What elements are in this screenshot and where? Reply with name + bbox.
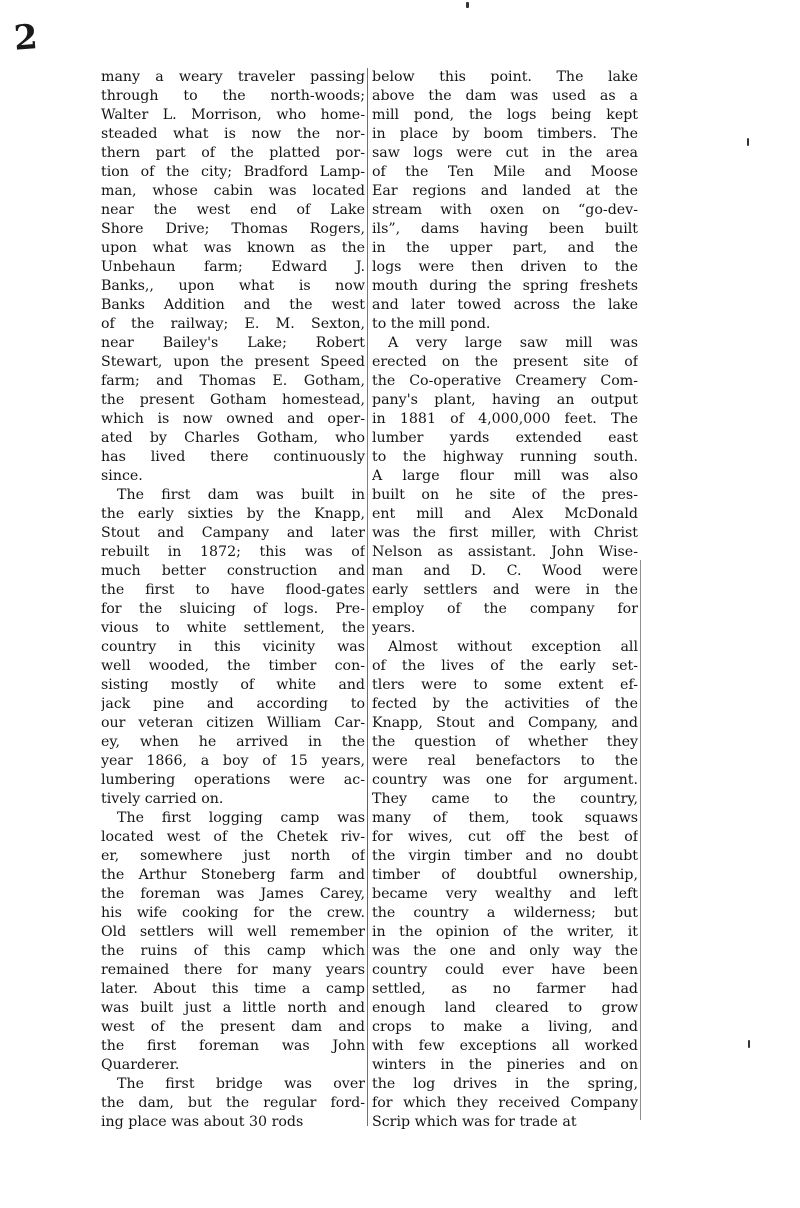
text-line: Unbehaun farm; Edward J.: [101, 259, 365, 275]
text-line: year 1866, a boy of 15 years,: [101, 753, 365, 769]
scan-speck: [466, 2, 469, 8]
text-line: the ruins of this camp which: [101, 943, 365, 959]
text-line: the Arthur Stoneberg farm and: [101, 867, 365, 883]
text-line: stream with oxen on “go-dev-: [372, 202, 638, 218]
text-line: tively carried on.: [101, 791, 224, 807]
text-line: fected by the activities of the: [372, 696, 638, 712]
text-line: and later towed across the lake: [372, 297, 638, 313]
text-line: sisting mostly of white and: [101, 677, 365, 693]
text-line: near the west end of Lake: [101, 202, 365, 218]
text-line: were real benefactors to the: [372, 753, 638, 769]
text-line: er, somewhere just north of: [101, 848, 365, 864]
text-line: ey, when he arrived in the: [101, 734, 365, 750]
text-line: tlers were to some extent ef-: [372, 677, 638, 693]
text-line: in the opinion of the writer, it: [372, 924, 638, 940]
text-line: The first bridge was over: [117, 1076, 365, 1092]
text-line: through to the north-woods;: [101, 88, 365, 104]
text-line: Stout and Campany and later: [101, 525, 365, 541]
text-line: in the upper part, and the: [372, 240, 638, 256]
text-line: jack pine and according to: [101, 696, 365, 712]
text-line: man, whose cabin was located: [101, 183, 365, 199]
text-line: for which they received Company: [372, 1095, 638, 1111]
text-line: Banks Addition and the west: [101, 297, 365, 313]
text-line: logs were then driven to the: [372, 259, 638, 275]
text-line: rebuilt in 1872; this was of: [101, 544, 365, 560]
text-line: with few exceptions all worked: [372, 1038, 638, 1054]
column-divider: [367, 68, 368, 1126]
text-column-left: [101, 68, 365, 1132]
text-line: the virgin timber and no doubt: [372, 848, 638, 864]
text-line: Stewart, upon the present Speed: [101, 354, 365, 370]
text-line: mill pond, the logs being kept: [372, 107, 638, 123]
text-line: Quarderer.: [101, 1057, 180, 1073]
text-line: Almost without exception all: [388, 639, 638, 655]
text-line: the first foreman was John: [101, 1038, 365, 1054]
text-line: of the Ten Mile and Moose: [372, 164, 638, 180]
text-line: built on he site of the pres-: [372, 487, 638, 503]
text-line: of the railway; E. M. Sexton,: [101, 316, 365, 332]
text-line: country was one for argument.: [372, 772, 638, 788]
text-line: above the dam was used as a: [372, 88, 638, 104]
text-line: vious to white settlement, the: [101, 620, 365, 636]
text-line: tion of the city; Bradford Lamp-: [101, 164, 365, 180]
text-line: Shore Drive; Thomas Rogers,: [101, 221, 365, 237]
text-line: has lived there continuously: [101, 449, 365, 465]
text-line: pany's plant, having an output: [372, 392, 638, 408]
text-line: was the first miller, with Christ: [372, 525, 638, 541]
text-line: A very large saw mill was: [388, 335, 638, 351]
text-line: the early sixties by the Knapp,: [101, 506, 365, 522]
scan-speck: [747, 138, 749, 146]
text-line: well wooded, the timber con-: [101, 658, 365, 674]
text-line: thern part of the platted por-: [101, 145, 365, 161]
text-line: ated by Charles Gotham, who: [101, 430, 365, 446]
text-line: steaded what is now the nor-: [101, 126, 365, 142]
text-line: since.: [101, 468, 143, 484]
text-line: They came to the country,: [372, 791, 638, 807]
text-line: country could ever have been: [372, 962, 638, 978]
text-line: the first to have flood-gates: [101, 582, 365, 598]
text-line: Scrip which was for trade at: [372, 1114, 577, 1130]
right-margin-rule: [640, 560, 641, 1120]
text-line: located west of the Chetek riv-: [101, 829, 365, 845]
text-line: Knapp, Stout and Company, and: [372, 715, 638, 731]
text-line: ils”, dams having been built: [372, 221, 638, 237]
text-line: lumber yards extended east: [372, 430, 638, 446]
text-line: Ear regions and landed at the: [372, 183, 638, 199]
text-line: timber of doubtful ownership,: [372, 867, 638, 883]
text-line: his wife cooking for the crew.: [101, 905, 365, 921]
text-line: The first dam was built in: [117, 487, 365, 503]
text-line: Old settlers will well remember: [101, 924, 365, 940]
text-line: man and D. C. Wood were: [372, 563, 638, 579]
text-line: was built just a little north and: [101, 1000, 365, 1016]
text-line: Walter L. Morrison, who home-: [101, 107, 365, 123]
text-line: upon what was known as the: [101, 240, 365, 256]
text-line: lumbering operations were ac-: [101, 772, 365, 788]
text-line: many a weary traveler passing: [101, 69, 365, 85]
text-line: the foreman was James Carey,: [101, 886, 365, 902]
text-line: Banks,, upon what is now: [101, 278, 365, 294]
text-line: to the highway running south.: [372, 449, 638, 465]
text-line: early settlers and were in the: [372, 582, 638, 598]
text-line: enough land cleared to grow: [372, 1000, 638, 1016]
text-line: the country a wilderness; but: [372, 905, 638, 921]
text-line: was the one and only way the: [372, 943, 638, 959]
text-line: below this point. The lake: [372, 69, 638, 85]
text-line: The first logging camp was: [117, 810, 365, 826]
text-line: remained there for many years: [101, 962, 365, 978]
text-line: became very wealthy and left: [372, 886, 638, 902]
text-line: which is now owned and oper-: [101, 411, 365, 427]
text-line: to the mill pond.: [372, 316, 491, 332]
text-line: the Co-operative Creamery Com-: [372, 373, 638, 389]
text-line: the dam, but the regular ford-: [101, 1095, 365, 1111]
text-line: the question of whether they: [372, 734, 638, 750]
page-number: 2: [12, 17, 39, 59]
text-line: of the lives of the early set-: [372, 658, 638, 674]
text-line: ent mill and Alex McDonald: [372, 506, 638, 522]
text-line: A large flour mill was also: [372, 468, 638, 484]
text-line: settled, as no farmer had: [372, 981, 638, 997]
text-line: west of the present dam and: [101, 1019, 365, 1035]
text-line: the log drives in the spring,: [372, 1076, 638, 1092]
text-line: winters in the pineries and on: [372, 1057, 638, 1073]
text-line: in place by boom timbers. The: [372, 126, 638, 142]
text-line: in 1881 of 4,000,000 feet. The: [372, 411, 638, 427]
text-line: many of them, took squaws: [372, 810, 638, 826]
text-line: saw logs were cut in the area: [372, 145, 638, 161]
text-line: near Bailey's Lake; Robert: [101, 335, 365, 351]
text-line: crops to make a living, and: [372, 1019, 638, 1035]
text-line: years.: [372, 620, 416, 636]
text-line: country in this vicinity was: [101, 639, 365, 655]
text-line: for wives, cut off the best of: [372, 829, 638, 845]
text-line: mouth during the spring freshets: [372, 278, 638, 294]
text-line: Nelson as assistant. John Wise-: [372, 544, 638, 560]
text-line: erected on the present site of: [372, 354, 638, 370]
text-line: ing place was about 30 rods: [101, 1114, 304, 1130]
text-line: employ of the company for: [372, 601, 638, 617]
text-line: later. About this time a camp: [101, 981, 365, 997]
text-line: our veteran citizen William Car-: [101, 715, 365, 731]
scan-speck: [748, 1040, 750, 1048]
text-line: much better construction and: [101, 563, 365, 579]
text-line: the present Gotham homestead,: [101, 392, 365, 408]
text-line: for the sluicing of logs. Pre-: [101, 601, 365, 617]
text-line: farm; and Thomas E. Gotham,: [101, 373, 365, 389]
text-column-right: [372, 68, 638, 1132]
